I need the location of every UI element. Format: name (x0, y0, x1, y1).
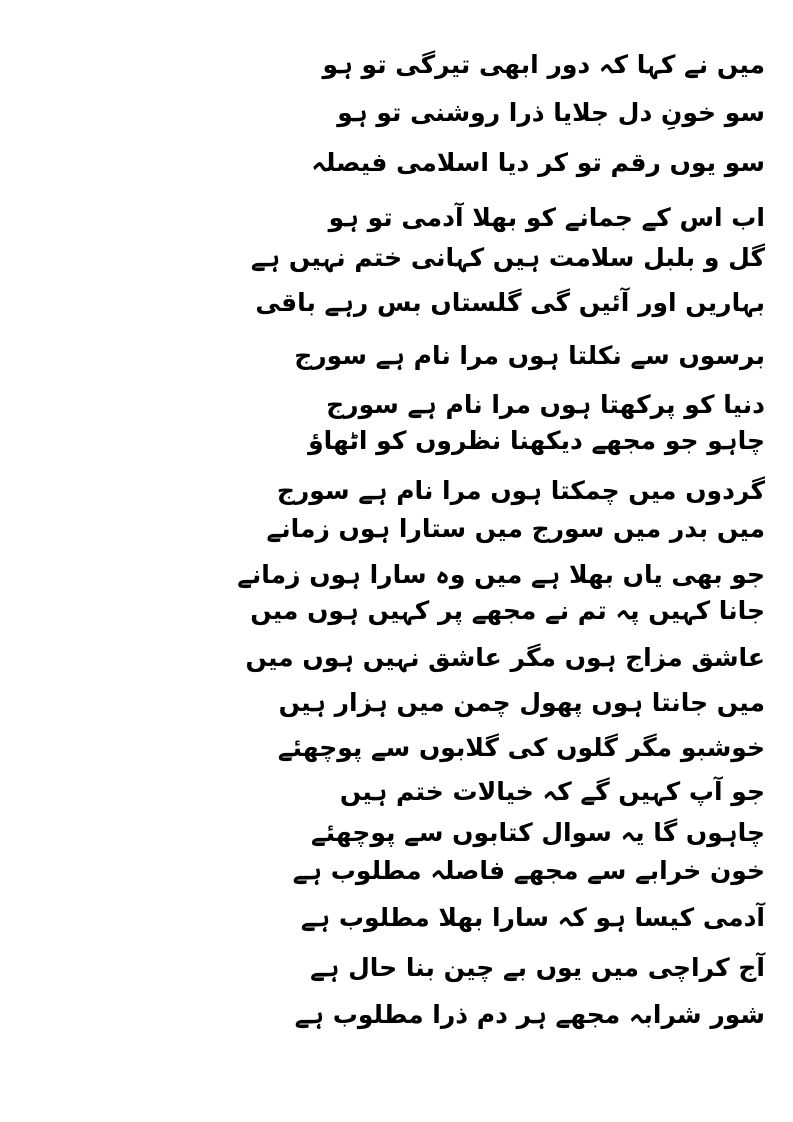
poem-line: گردوں میں چمکتا ہوں مرا نام ہے سورج (276, 476, 765, 505)
poem-line: آج کراچی میں یوں بے چین بنا حال ہے (310, 953, 765, 982)
poem-line: جو بھی یاں بھلا ہے میں وہ سارا ہوں زمانے (237, 560, 765, 589)
poem-line: شور شرابہ مجھے ہر دم ذرا مطلوب ہے (294, 1000, 765, 1029)
poem-line: سو خونِ دل جلایا ذرا روشنی تو ہو (337, 98, 765, 127)
poem-line: دنیا کو پرکھتا ہوں مرا نام ہے سورج (326, 390, 765, 419)
poem-line: آدمی کیسا ہو کہ سارا بھلا مطلوب ہے (300, 903, 765, 932)
poem-line: جو آپ کہیں گے کہ خیالات ختم ہیں (339, 777, 765, 806)
poem-line: سو یوں رقم تو کر دیا اسلامی فیصلہ (311, 148, 765, 177)
poem-line: عاشق مزاج ہوں مگر عاشق نہیں ہوں میں (245, 643, 765, 672)
poem-line: خون خرابے سے مجھے فاصلہ مطلوب ہے (292, 856, 765, 885)
poem-line: اب اس کے جمانے کو بھلا آدمی تو ہو (328, 203, 765, 232)
poem-line: چاہو جو مجھے دیکھنا نظروں کو اٹھاؤ (308, 426, 765, 455)
poem-line: میں بدر میں سورج میں ستارا ہوں زمانے (266, 514, 765, 543)
poem-line: بہاریں اور آئیں گی گلستاں بس رہے باقی (255, 288, 765, 317)
poem-line: برسوں سے نکلتا ہوں مرا نام ہے سورج (294, 341, 765, 370)
poem-line: میں نے کہا کہ دور ابھی تیرگی تو ہو (322, 50, 765, 79)
poem-line: میں جانتا ہوں پھول چمن میں ہزار ہیں (278, 688, 765, 717)
poem-line: گل و بلبل سلامت ہیں کہانی ختم نہیں ہے (250, 243, 765, 272)
poem-line: خوشبو مگر گلوں کی گلابوں سے پوچھئے (277, 733, 765, 762)
poem-line: جانا کہیں پہ تم نے مجھے پر کہیں ہوں میں (250, 596, 765, 625)
poem-line: چاہوں گا یہ سوال کتابوں سے پوچھئے (311, 818, 765, 847)
